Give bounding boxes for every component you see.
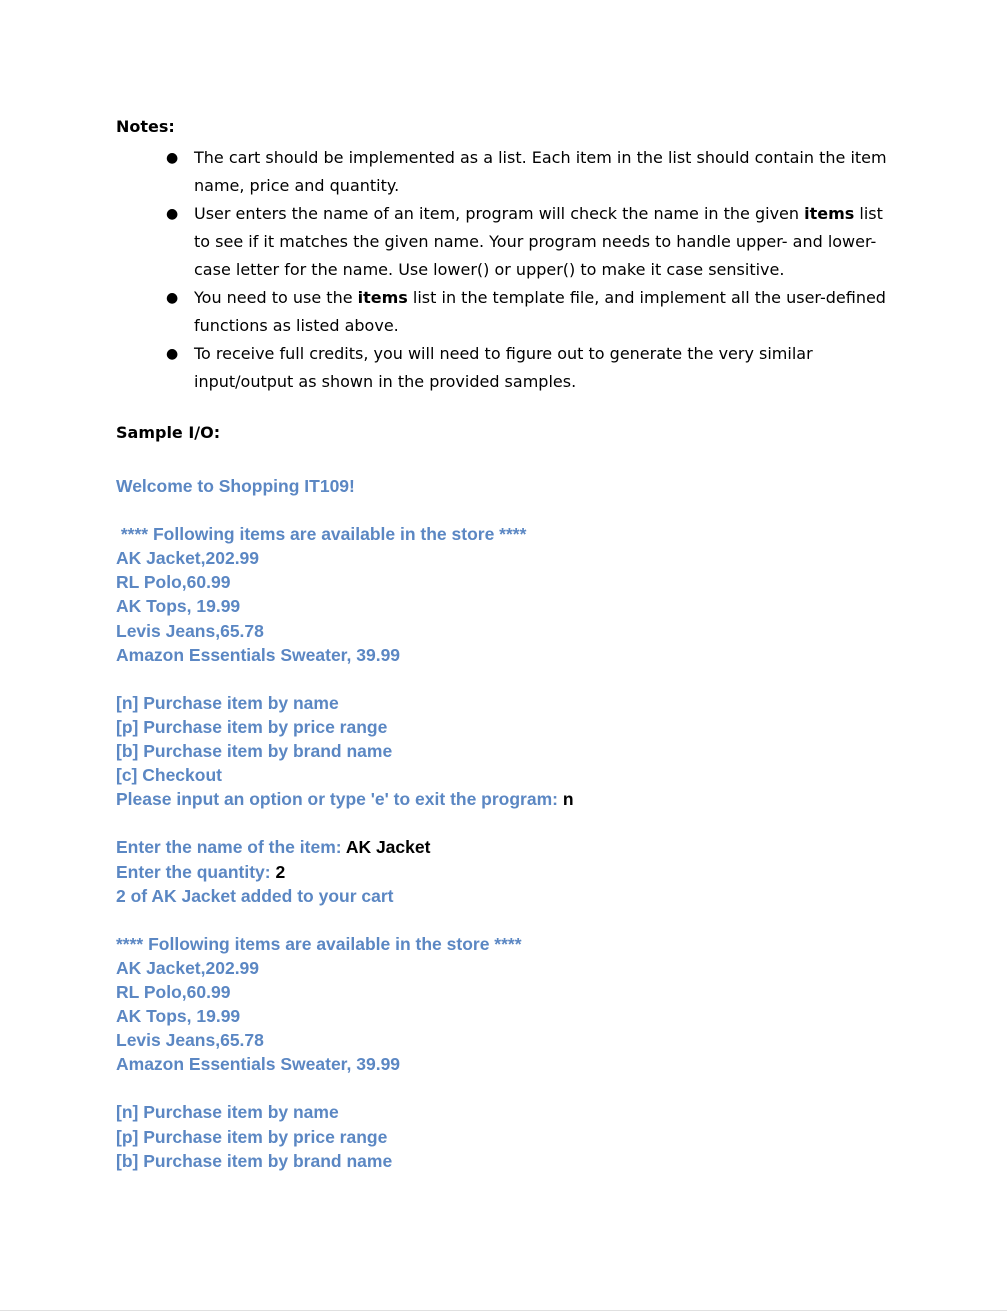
bullet-icon: ●: [166, 290, 179, 306]
items-keyword: items: [804, 204, 855, 223]
store-header: **** Following items are available in the store ****: [116, 933, 522, 954]
menu-option: [p] Purchase item by price range: [116, 1126, 388, 1147]
name-prompt-line: Enter the name of the item: AK Jacket: [116, 837, 431, 858]
menu-option: [n] Purchase item by name: [116, 692, 339, 713]
store-item: Amazon Essentials Sweater, 39.99: [116, 1054, 401, 1075]
sample-io-heading: Sample I/O:: [116, 423, 221, 442]
menu-option: [c] Checkout: [116, 765, 222, 786]
notes-list: [0, 144, 1007, 396]
menu-option: [b] Purchase item by brand name: [116, 741, 393, 762]
store-item: AK Jacket,202.99: [116, 957, 260, 978]
added-message: 2 of AK Jacket added to your cart: [116, 885, 394, 906]
note-item: ● The cart should be implemented as a list. Each item in the list should contain the item name, price and quantity.: [0, 144, 894, 200]
page-bottom-divider: [0, 1310, 1007, 1311]
menu-option: [p] Purchase item by price range: [116, 716, 388, 737]
user-input: 2: [275, 861, 286, 882]
menu-option: [n] Purchase item by name: [116, 1102, 339, 1123]
note-item: ● User enters the name of an item, program will check the name in the given items list to see if it matches the given name. Your program needs to handle upper- and lower-case letter for the name. Use lower() or upper() to make it case sensitive.: [0, 200, 894, 284]
store-item: Levis Jeans,65.78: [116, 620, 264, 641]
store-item: AK Tops, 19.99: [116, 596, 241, 617]
sample-io-output: [116, 474, 916, 1173]
note-item: ● To receive full credits, you will need to figure out to generate the very similar input/output as shown in the provided samples.: [0, 340, 894, 396]
welcome-message: Welcome to Shopping IT109!: [116, 476, 355, 496]
store-item: AK Tops, 19.99: [116, 1006, 241, 1027]
store-item: RL Polo,60.99: [116, 572, 231, 593]
user-input: n: [562, 789, 574, 810]
bullet-icon: ●: [166, 150, 179, 166]
store-header: **** Following items are available in the store ****: [116, 524, 527, 545]
qty-prompt-line: Enter the quantity: 2: [116, 861, 286, 882]
option-prompt-line: Please input an option or type 'e' to exit the program: n: [116, 789, 574, 810]
menu-option: [b] Purchase item by brand name: [116, 1150, 393, 1171]
notes-heading: Notes:: [116, 117, 175, 136]
store-item: Levis Jeans,65.78: [116, 1030, 264, 1051]
store-item: Amazon Essentials Sweater, 39.99: [116, 644, 401, 665]
bullet-icon: ●: [166, 206, 179, 222]
note-item: ● You need to use the items list in the template file, and implement all the user-defined functions as listed above.: [0, 284, 894, 340]
user-input: AK Jacket: [345, 837, 431, 858]
store-item: RL Polo,60.99: [116, 981, 231, 1002]
store-item: AK Jacket,202.99: [116, 548, 260, 569]
bullet-icon: ●: [166, 346, 179, 362]
items-keyword: items: [357, 288, 408, 307]
